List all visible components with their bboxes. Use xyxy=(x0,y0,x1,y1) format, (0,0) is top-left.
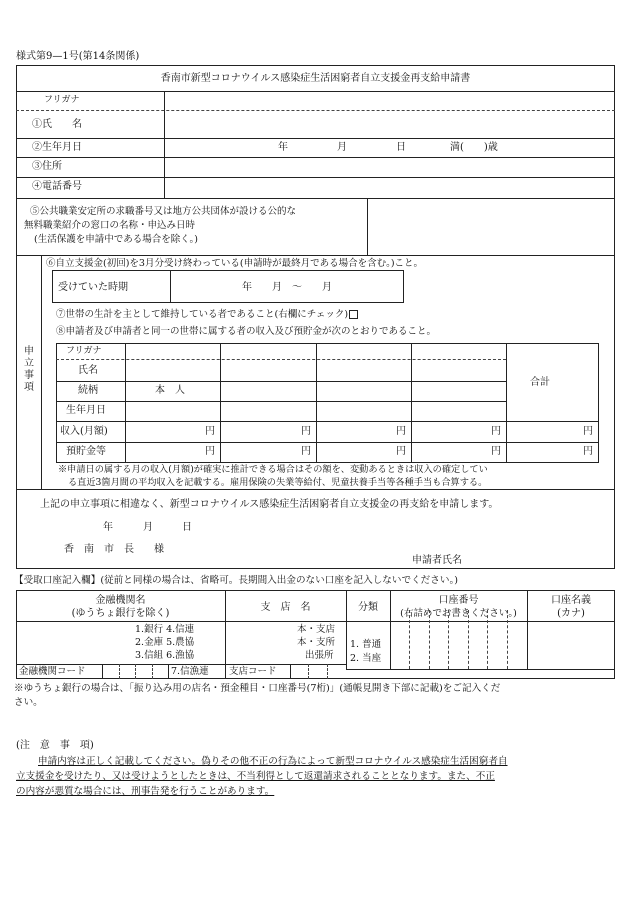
account-number-header: 口座番号 xyxy=(438,595,479,606)
institution-type-options[interactable]: 3.信組 6.漁協 xyxy=(135,650,195,661)
application-statement: 上記の申立事項に相違なく、新型コロナウイルス感染症生活困窮者自立支援金の再支給を申請します。 xyxy=(40,499,499,510)
branch-type-options[interactable]: 本・支店 xyxy=(297,624,336,635)
table-relation-label: 続柄 xyxy=(78,385,98,396)
age-field-label: 満( )歳 xyxy=(450,142,498,153)
notes-line1: 申請内容は正しく記載してください。偽りその他不正の行為によって新型コロナウイルス感染症生活困窮者自 xyxy=(38,756,508,767)
bank-name-header: 金融機関名 xyxy=(95,595,146,606)
name-label: ①氏 名 xyxy=(32,119,82,130)
notes-line2: 立支援金を受けたり、又は受けようとしたときは、不当利得として返還請求されることとなります。また、不正 xyxy=(16,771,495,782)
notes-heading: (注 意 事 項) xyxy=(16,740,94,751)
declaration-side-label: 申 立 事 項 xyxy=(24,346,34,393)
item6-text: ⑥自立支援金(初回)を3月分受け終わっている(申請時が最終月である場合を含む。)こと。 xyxy=(46,258,424,269)
bank-section-heading: 【受取口座記入欄】(従前と同様の場合は、省略可。長期間入出金のない口座を記入しないでください。) xyxy=(14,575,458,586)
account-holder-subheader: (カナ) xyxy=(557,608,585,619)
yen-unit: 円 xyxy=(301,426,311,437)
name-field[interactable] xyxy=(165,111,614,138)
account-number-subheader: (右詰めでお書きください。) xyxy=(400,608,517,619)
bank-code-field[interactable] xyxy=(103,665,167,678)
furigana-label: フリガナ xyxy=(44,95,80,105)
account-type-option[interactable]: 1. 普通 xyxy=(350,639,382,650)
phone-field[interactable] xyxy=(165,178,614,197)
item8-text: ⑧申請者及び申請者と同一の世帯に属する者の収入及び預貯金が次のとおりであること。 xyxy=(56,326,437,337)
yen-unit: 円 xyxy=(583,446,593,457)
account-type-header: 分類 xyxy=(358,602,378,613)
address-field[interactable] xyxy=(165,158,614,176)
householder-checkbox[interactable] xyxy=(349,310,358,319)
yen-unit: 円 xyxy=(491,426,501,437)
income-note-line2: る直近3箇月間の平均収入を記載する。雇用保険の失業等給付、児童扶養手当等各種手当も合算する。 xyxy=(68,477,488,488)
furigana-field[interactable] xyxy=(165,92,614,109)
table-income-label: 収入(月額) xyxy=(60,426,108,437)
yen-unit: 円 xyxy=(205,426,215,437)
account-number-field[interactable] xyxy=(391,622,526,668)
address-label: ③住所 xyxy=(32,161,62,172)
yucho-note-line1: ※ゆうちょ銀行の場合は、「振り込み用の店名・預金種目・口座番号(7桁)」(通帳見開き下部に記載)をご記入くだ xyxy=(14,683,501,694)
birthdate-label: ②生年月日 xyxy=(32,142,82,153)
table-self-cell: 本 人 xyxy=(155,385,185,396)
yen-unit: 円 xyxy=(491,446,501,457)
item7-text: ⑦世帯の生計を主として維持している者であること(右欄にチェック) xyxy=(56,310,358,320)
table-total-label: 合計 xyxy=(530,377,550,388)
table-furigana-label: フリガナ xyxy=(66,346,102,356)
birthdate-field[interactable] xyxy=(165,139,614,156)
birth-day-unit: 日 xyxy=(396,142,406,153)
table-savings-label: 預貯金等 xyxy=(66,446,106,457)
phone-label: ④電話番号 xyxy=(32,181,82,192)
apply-day-unit: 日 xyxy=(182,522,192,533)
bank-code-label: 金融機関コード xyxy=(19,666,86,677)
institution-type-options[interactable]: 7.信漁連 xyxy=(171,666,209,677)
branch-name-header: 支 店 名 xyxy=(260,602,311,613)
period-label: 受けていた時期 xyxy=(58,282,128,293)
bank-name-subheader: (ゆうちょ銀行を除く) xyxy=(71,608,170,619)
account-holder-field[interactable] xyxy=(528,622,614,668)
form-title: 香南市新型コロナウイルス感染症生活困窮者自立支援金再支給申請書 xyxy=(160,73,471,84)
applicant-name-label: 申請者氏名 xyxy=(412,555,462,566)
institution-type-options[interactable]: 1.銀行 4.信連 xyxy=(135,624,195,635)
form-number: 様式第9—1号(第14条関係) xyxy=(16,51,140,62)
account-holder-header: 口座名義 xyxy=(551,595,591,606)
institution-type-options[interactable]: 2.金庫 5.農協 xyxy=(135,637,195,648)
account-type-option[interactable]: 2. 当座 xyxy=(350,653,382,664)
household-table xyxy=(56,343,599,463)
yen-unit: 円 xyxy=(396,426,406,437)
job-label-line2: 無料職業紹介の窓口の名称・申込み日時 xyxy=(24,220,196,231)
apply-year-unit: 年 xyxy=(103,522,113,533)
branch-type-options[interactable]: 本・支所 xyxy=(297,637,336,648)
apply-month-unit: 月 xyxy=(143,522,153,533)
job-field[interactable] xyxy=(368,199,614,254)
birth-month-unit: 月 xyxy=(337,142,347,153)
job-label-line3: (生活保護を申請中である場合を除く。) xyxy=(34,234,198,245)
branch-type-options[interactable]: 出張所 xyxy=(305,650,334,661)
job-label-line1: ⑤公共職業安定所の求職番号又は地方公共団体が設ける公的な xyxy=(30,206,297,217)
income-note-line1: ※申請日の属する月の収入(月額)が確実に推計できる場合はその額を、変動あるときは収入の確定してい xyxy=(58,464,488,475)
applicant-name-field[interactable] xyxy=(470,550,610,567)
branch-code-field[interactable] xyxy=(291,665,345,678)
yen-unit: 円 xyxy=(301,446,311,457)
table-birth-label: 生年月日 xyxy=(66,405,106,416)
branch-code-label: 支店コード xyxy=(229,666,277,677)
period-value[interactable]: 年 月 〜 月 xyxy=(242,282,332,293)
yen-unit: 円 xyxy=(205,446,215,457)
yucho-note-line2: さい。 xyxy=(14,697,43,708)
mayor-addressee: 香 南 市 長 様 xyxy=(64,544,164,555)
table-name-label: 氏名 xyxy=(78,365,98,376)
yen-unit: 円 xyxy=(396,446,406,457)
birth-year-unit: 年 xyxy=(278,142,288,153)
yen-unit: 円 xyxy=(583,426,593,437)
notes-line3: の内容が悪質な場合には、刑事告発を行うことがあります。 xyxy=(16,786,275,797)
